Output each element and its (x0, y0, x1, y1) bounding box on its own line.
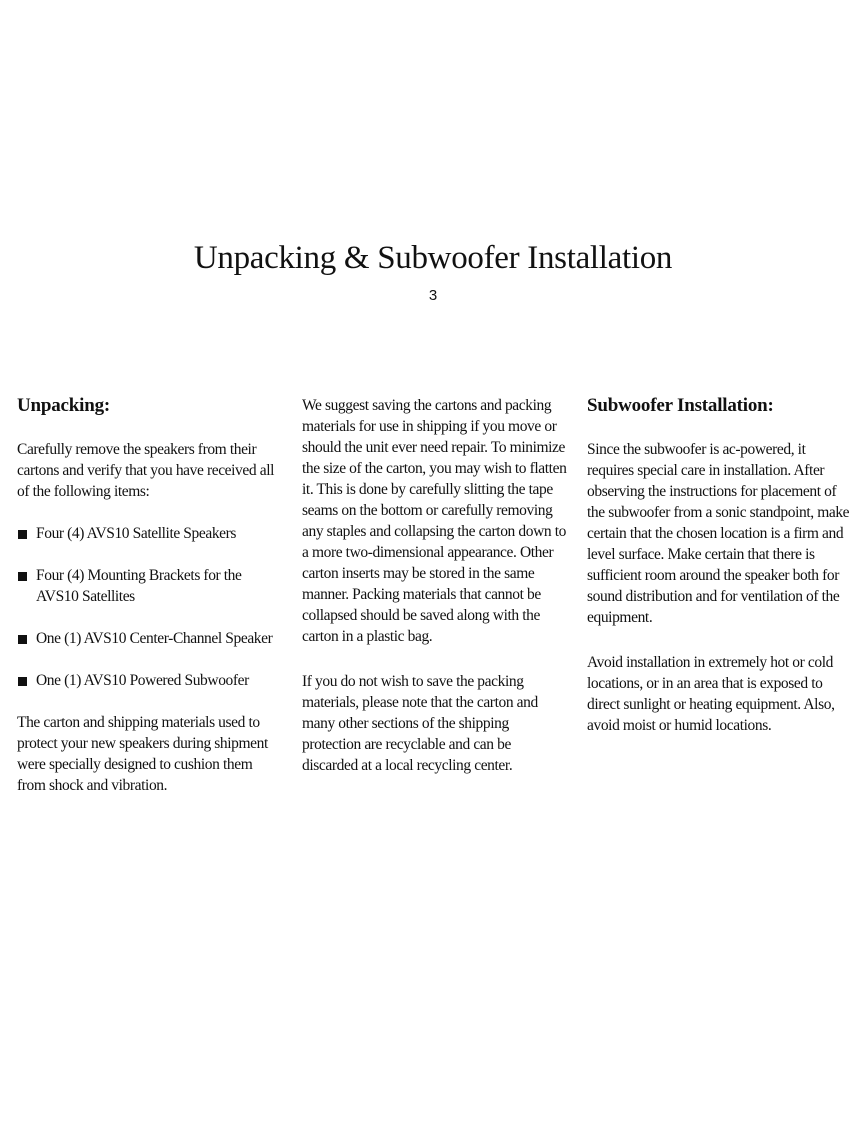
page-number: 3 (428, 287, 438, 304)
list-item (17, 670, 282, 691)
cartons-paragraph-2: If you do not wish to save the packing materials, please note that the carton and many other sections of the shipping protection are recyclable and can be discarded at a local recycling center. (302, 673, 538, 774)
cartons-paragraph-1: We suggest saving the cartons and packing materials for use in shipping if you move or should the unit ever need repair. To minimize the size of the carton, you may wish to flatten it. This is done by carefully slitting the tape seams on the bottom or carefully removing any staples and collapsing the carton down to a more two-dimensional appearance. Other carton inserts may be stored in the same manner. Packing materials that cannot be collapsed should be saved along with the carton in a plastic bag. (302, 397, 567, 645)
subwoofer-section (587, 393, 852, 757)
square-bullet-icon (18, 635, 27, 644)
cartons-section (302, 395, 567, 797)
subwoofer-paragraph-2: Avoid installation in extremely hot or cold locations, or in an area that is exposed to direct sunlight or heating equipment. Also, avoid moist or humid locations. (587, 654, 835, 734)
items-list (17, 523, 282, 691)
square-bullet-icon (18, 677, 27, 686)
list-item (17, 565, 282, 607)
list-item-text: Four (4) Mounting Brackets for the AVS10 Satellites (36, 567, 242, 605)
subwoofer-paragraph-1: Since the subwoofer is ac-powered, it requires special care in installation. After observing the instructions for placement of the subwoofer from a sonic standpoint, make certain that the chosen location is a firm and level surface. Make certain that there is sufficient room around the speaker both for sound distribution and for ventilation of the equipment. (587, 441, 850, 626)
list-item (17, 523, 282, 544)
list-item (17, 628, 282, 649)
square-bullet-icon (18, 530, 27, 539)
list-item-text: One (1) AVS10 Center-Channel Speaker (36, 630, 273, 647)
unpacking-intro: Carefully remove the speakers from their cartons and verify that you have received all of the following items: (17, 441, 275, 500)
unpacking-closing: The carton and shipping materials used to protect your new speakers during shipment were specially designed to cushion them from shock and vibration. (17, 714, 268, 794)
page-title: Unpacking & Subwoofer Installation (193, 240, 673, 276)
unpacking-section (17, 393, 282, 817)
list-item-text: Four (4) AVS10 Satellite Speakers (36, 525, 237, 542)
unpacking-heading: Unpacking: (17, 395, 111, 416)
list-item-text: One (1) AVS10 Powered Subwoofer (36, 672, 249, 689)
subwoofer-heading: Subwoofer Installation: (587, 395, 774, 416)
square-bullet-icon (18, 572, 27, 581)
